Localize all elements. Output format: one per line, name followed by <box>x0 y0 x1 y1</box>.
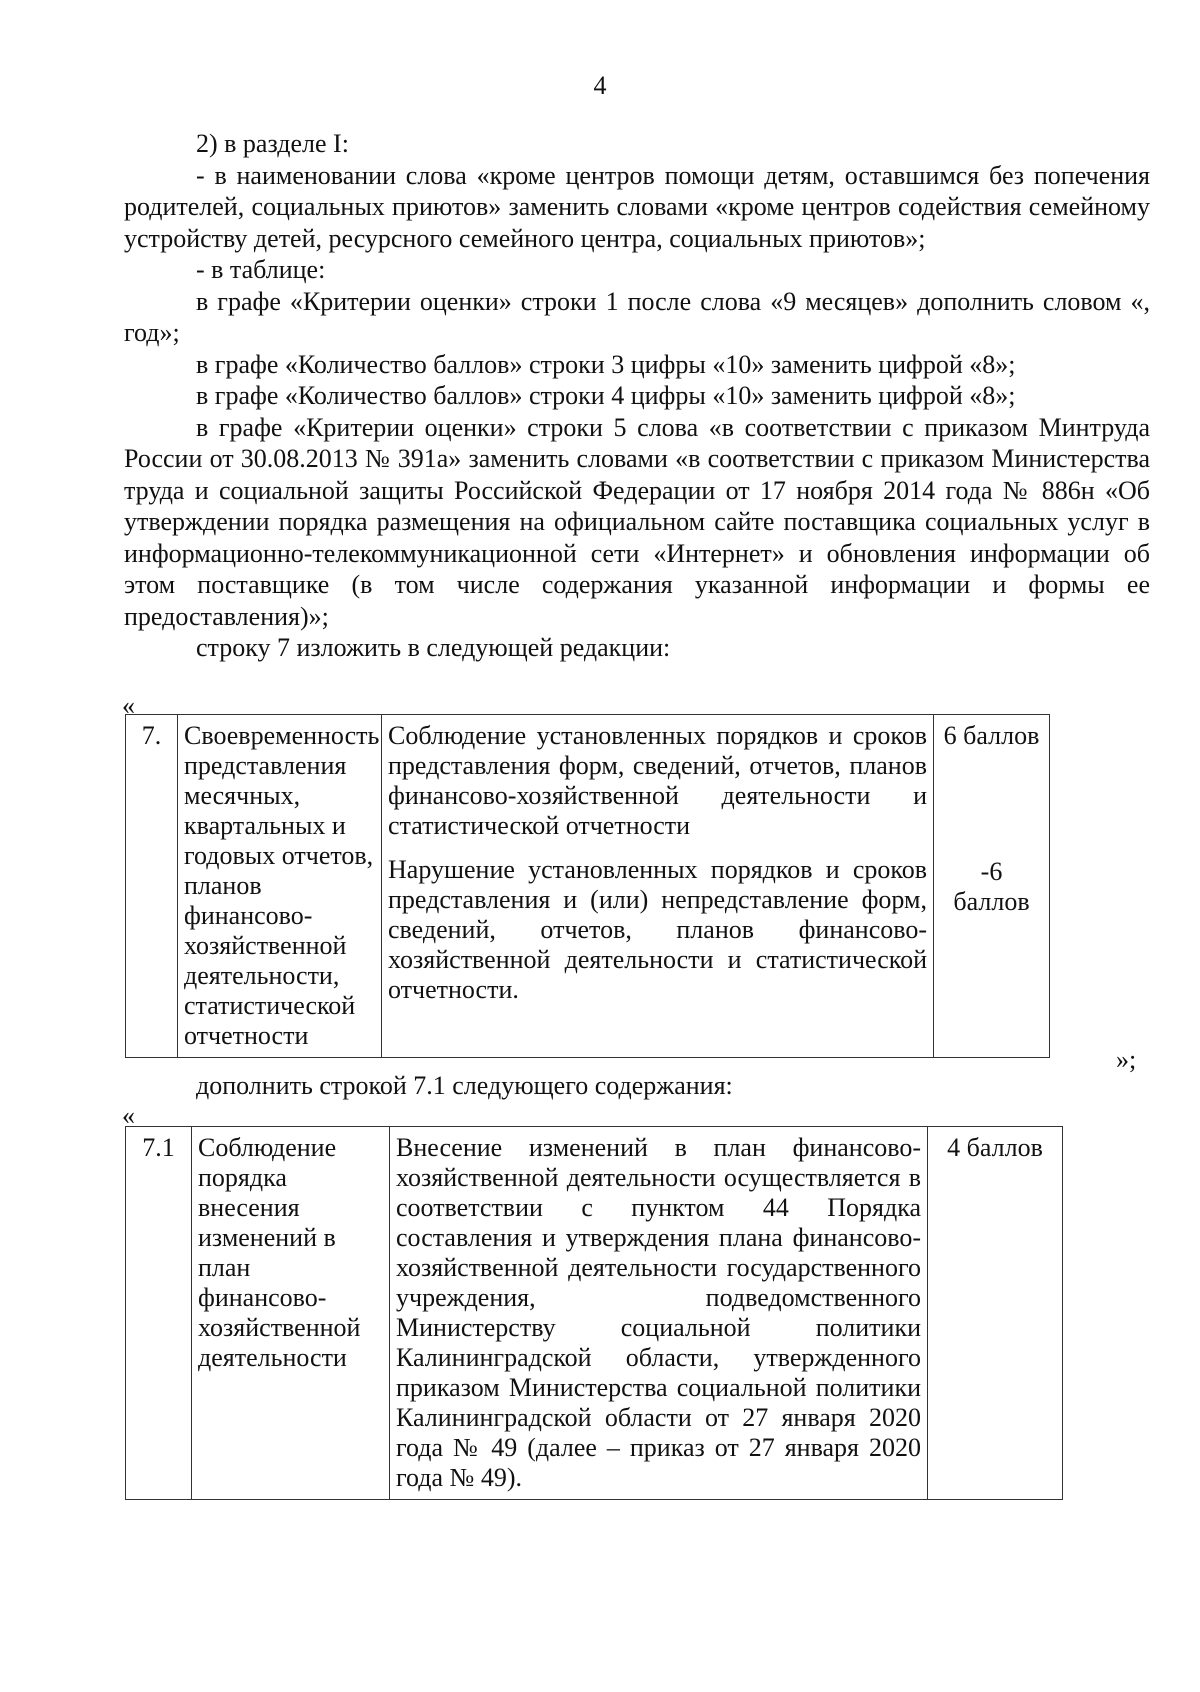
paragraph-row5-change: в графе «Критерии оценки» строки 5 слова «в соответствии с приказом Минтруда России от 30.08.2013 № 391а» заменить словами «в соответствии с приказом Министерства труда и социальной защиты Российской Федерации от 17 ноября 2014 года № 886н «Об утверждении порядка размещения на официальном сайте поставщика социальных услуг в информационно-телекоммуникационной сети «Интернет» и обновления информации об этом поставщике (в том числе содержания указанной информации и формы ее предоставления)»; <box>124 412 1150 631</box>
row-number: 7.1 <box>126 1127 192 1500</box>
paragraph-table-intro: - в таблице: <box>196 255 326 284</box>
score-cell <box>934 715 1050 1058</box>
score-positive: 6 баллов <box>943 721 1040 750</box>
paragraph-section: 2) в разделе I: <box>196 129 349 158</box>
paragraph-row1-change: в графе «Критерии оценки» строки 1 после слова «9 месяцев» дополнить словом «, год»; <box>124 286 1150 347</box>
table-row <box>126 1127 1063 1500</box>
amendment-text <box>124 128 1150 664</box>
row71-intro: дополнить строкой 7.1 следующего содержания: <box>196 1071 733 1100</box>
description-violation: Нарушение установленных порядков и сроков представления и (или) непредставление форм, сведений, отчетов, планов финансово-хозяйственной деятельности и статистической отчетности. <box>388 855 927 1004</box>
criterion-cell: Соблюдение порядка внесения изменений в план финансово-хозяйственной деятельности <box>192 1127 390 1500</box>
criterion-cell: Своевременность представления месячных, квартальных и годовых отчетов, планов финансово-хозяйственной деятельности, статистической отчетности <box>178 715 382 1058</box>
description-cell <box>382 715 934 1058</box>
description-cell: Внесение изменений в план финансово-хозяйственной деятельности осуществляется в соответствии с пунктом 44 Порядка составления и утверждения плана финансово-хозяйственной деятельности государственного учреждения, подведомственного Министерству социальной политики Калининградской области, утвержденного приказом Министерства социальной политики Калининградской области от 27 января 2020 года № 49 (далее – приказ от 27 января 2020 года № 49). <box>390 1127 928 1500</box>
paragraph-row7-intro: строку 7 изложить в следующей редакции: <box>196 633 671 662</box>
page-number: 4 <box>593 71 607 100</box>
paragraph-row4-change: в графе «Количество баллов» строки 4 цифры «10» заменить цифрой «8»; <box>196 381 1016 410</box>
row71-table <box>125 1126 1063 1500</box>
description-compliance: Соблюдение установленных порядков и сроков представления форм, сведений, отчетов, планов финансово-хозяйственной деятельности и статистической отчетности <box>388 721 927 840</box>
paragraph-row3-change: в графе «Количество баллов» строки 3 цифры «10» заменить цифрой «8»; <box>196 349 1016 379</box>
row-number: 7. <box>126 715 178 1058</box>
row7-table <box>125 714 1050 1058</box>
paragraph-title-change: - в наименовании слова «кроме центров помощи детям, оставшимся без попечения родителей, социальных приютов» заменить словами «кроме центров содействия семейному устройству детей, ресурсного семейного центра, социальных приютов»; <box>124 160 1150 253</box>
opening-quote-row7: « <box>122 691 135 720</box>
closing-quote-row7: »; <box>1116 1045 1137 1074</box>
score-negative: -6 баллов <box>953 857 1030 916</box>
score-cell: 4 баллов <box>928 1127 1063 1500</box>
table-row <box>126 715 1050 1058</box>
opening-quote-row71: « <box>122 1101 135 1130</box>
